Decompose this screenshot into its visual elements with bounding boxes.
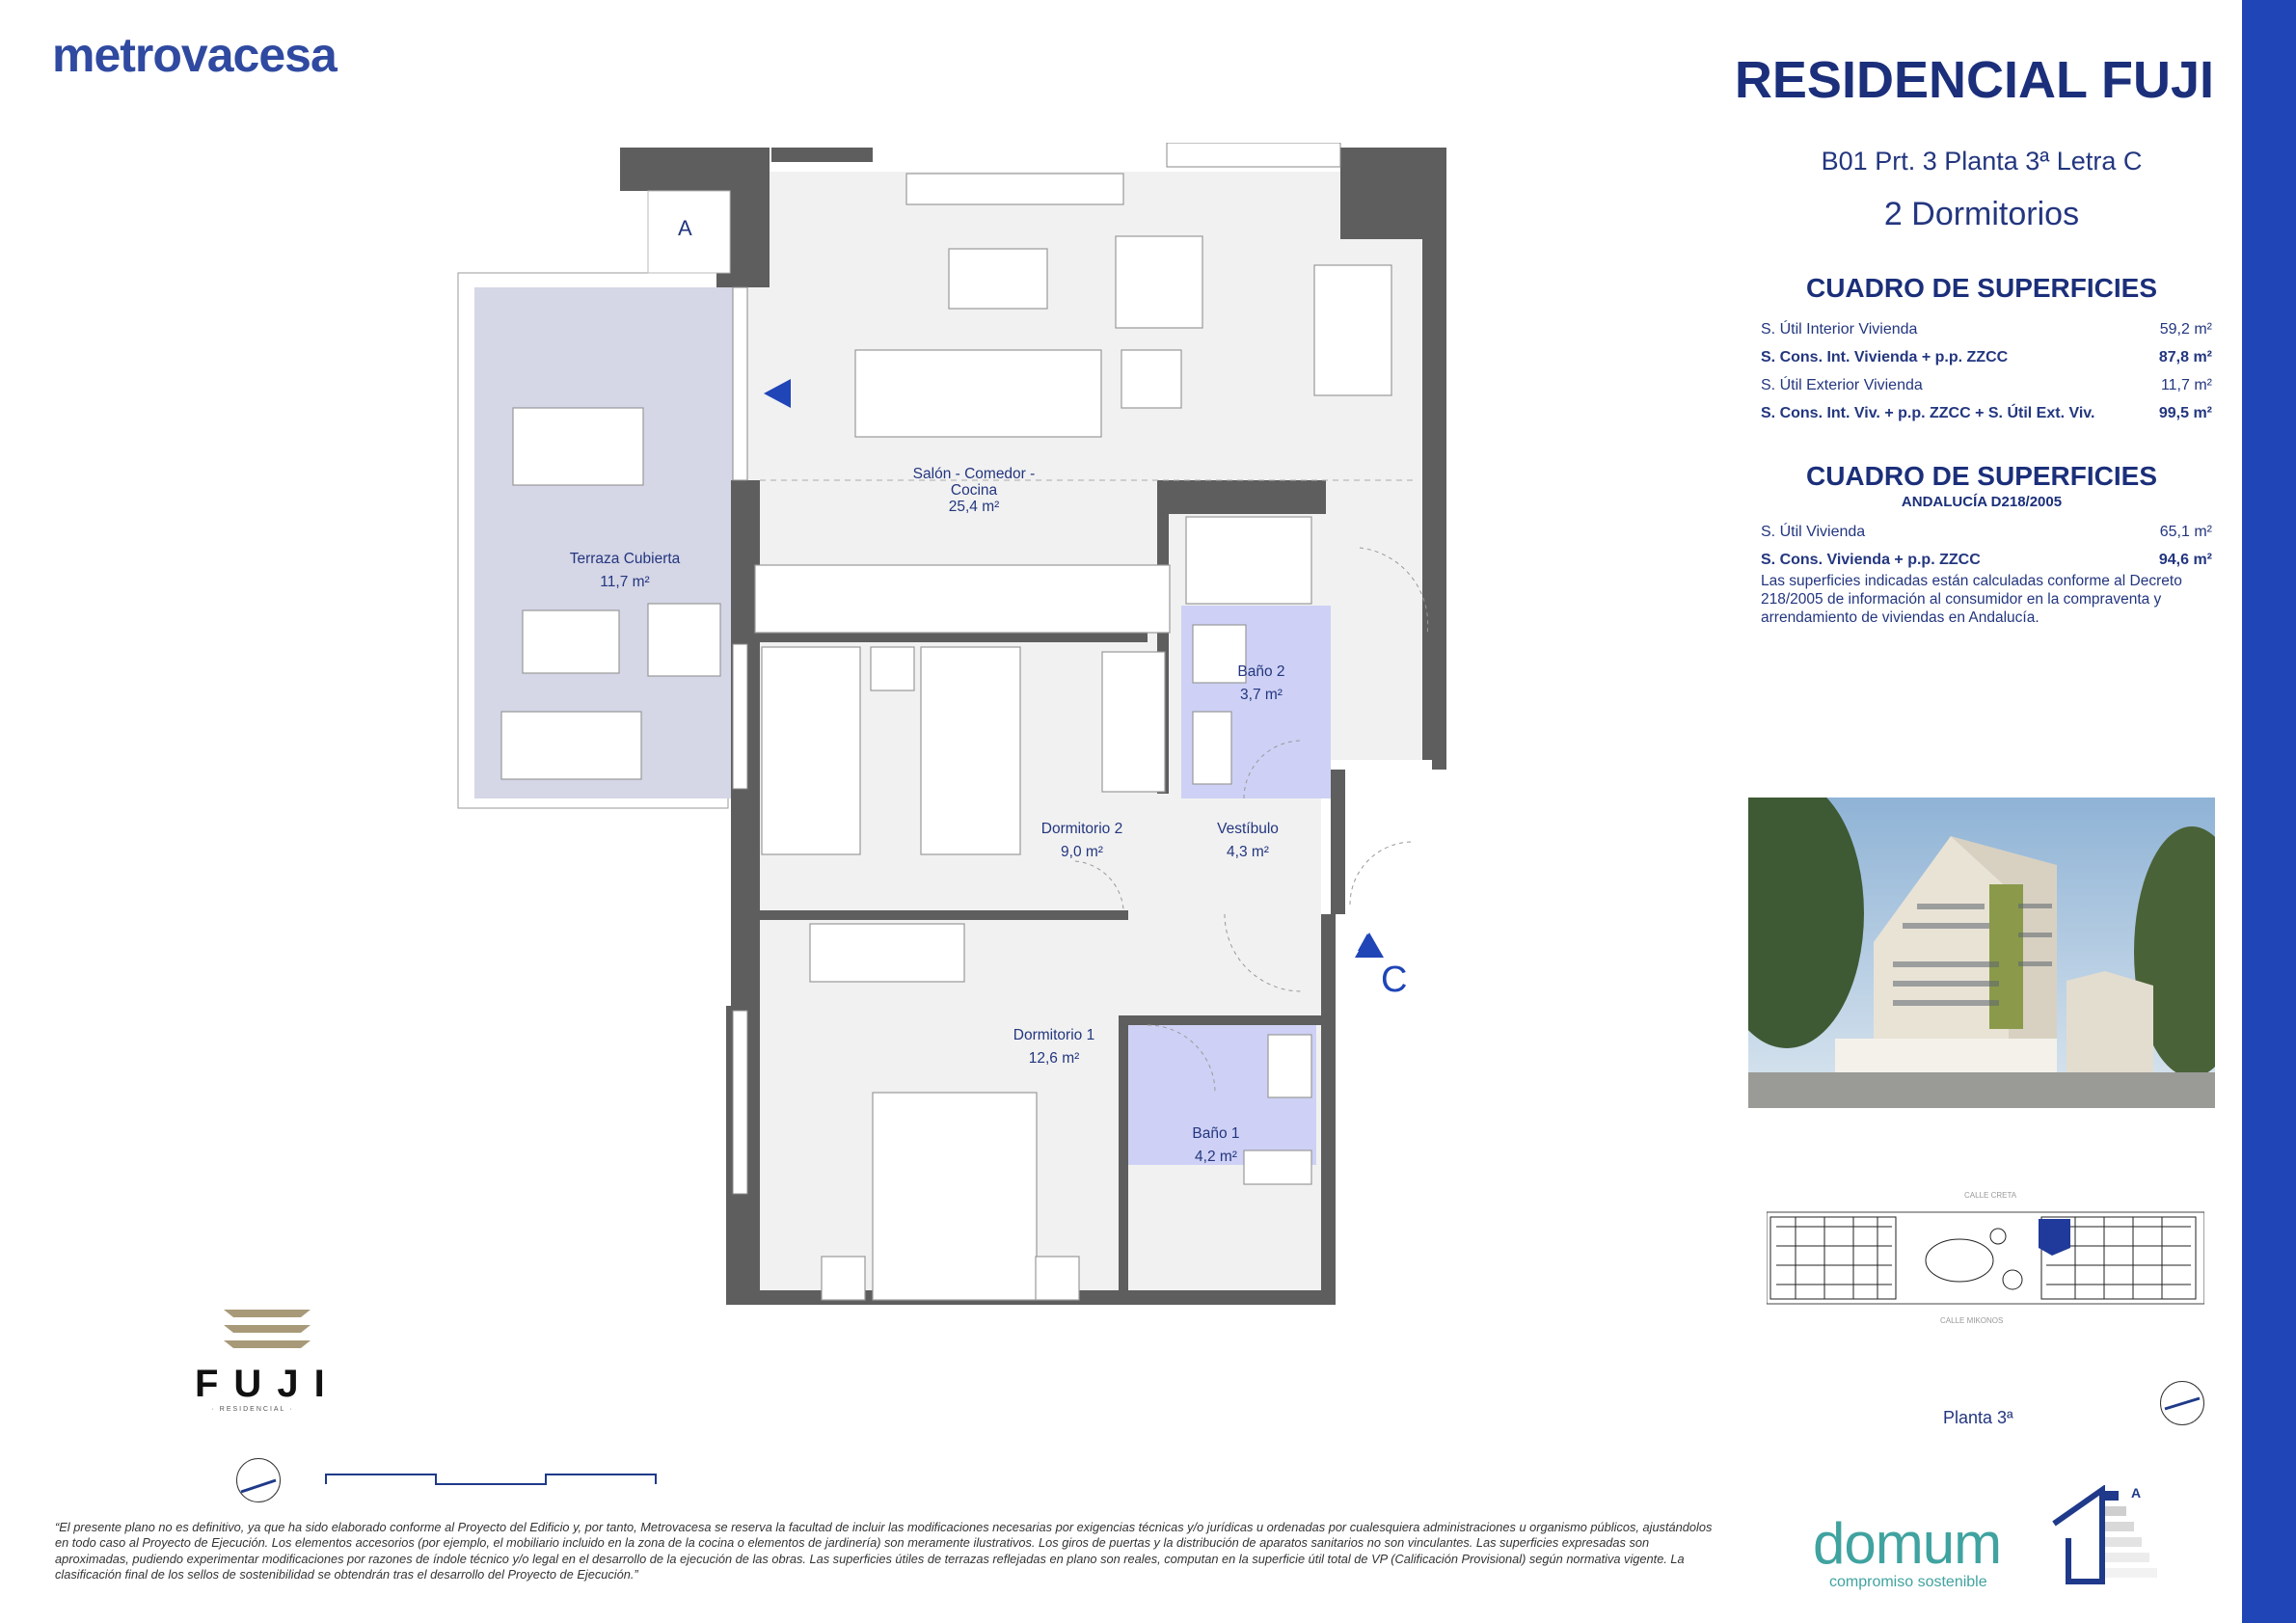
room-label-dormitorio-1 xyxy=(996,1024,1112,1070)
room-area: 12,6 m² xyxy=(1028,1050,1080,1067)
site-location-plan xyxy=(1767,1188,2204,1325)
energy-rating: A xyxy=(2131,1485,2142,1501)
room-area: 25,4 m² xyxy=(948,499,1000,515)
room-name: Cocina xyxy=(950,482,998,499)
room-area: 11,7 m² xyxy=(600,574,650,590)
fuji-logo xyxy=(195,1302,339,1427)
surface-row xyxy=(1761,349,2212,366)
unit-line: B01 Prt. 3 Planta 3ª Letra C xyxy=(1821,147,2143,176)
surface-row xyxy=(1761,377,2212,394)
surface-value: 87,8 m² xyxy=(2158,349,2212,365)
surface-value: 59,2 m² xyxy=(2159,321,2212,338)
building-render-image xyxy=(1748,798,2215,1108)
access-arrow-icon xyxy=(1355,933,1384,958)
floor-label: Planta 3ª xyxy=(1943,1408,2013,1427)
room-name: Salón - Comedor - xyxy=(912,466,1036,482)
surface-row xyxy=(1761,552,2212,569)
fuji-logo-tagline: · RESIDENCIAL · xyxy=(211,1406,294,1413)
surfaces-andalucia-title: CUADRO DE SUPERFICIES xyxy=(1805,461,2158,491)
street-top-label: CALLE CRETA xyxy=(1964,1191,2017,1200)
surface-label: S. Útil Exterior Vivienda xyxy=(1761,377,1923,393)
energy-house-icon xyxy=(2049,1485,2160,1591)
room-area: 3,7 m² xyxy=(1240,687,1283,703)
surface-label: S. Cons. Int. Vivienda + p.p. ZZCC xyxy=(1761,349,2009,365)
surfaces-andalucia-subtitle: ANDALUCÍA D218/2005 xyxy=(1901,494,2063,510)
room-name: Baño 1 xyxy=(1192,1125,1240,1142)
north-compass-icon xyxy=(2160,1381,2204,1425)
surface-label: S. Útil Vivienda xyxy=(1761,524,1866,540)
legal-disclaimer: “El presente plano no es definitivo, ya que ha sido elaborado conforme al Proyecto del Edificio y, por tanto, Metrovacesa se reserva la facultad de incluir las modificaciones necesarias por exigencias técnicas y/o jurídicas u ordenadas por cualesquiera administraciones u organismo públicos, ajustándolos en todo caso al Proyecto de Ejecución. Los elementos accesorios (por ejemplo, el mobiliario incluido en la zona de la cocina o elementos de jardinería) son meramente ilustrativos. Los giros de puertas y la distribución de aparatos sanitarios no son vinculantes. Las superficies expresadas son aproximadas, pudiendo experimentar modificaciones por razones de índole técnico y/o legal en el desarrollo de la ejecución de las obras. Las superficies útiles de terrazas reflejadas en plano son reales, computan en la superficie útil total de VP (Calificación Provisional) según normativa vigente. La clasificación final de los sellos de sostenibilidad se obtendrán tras el desarrollo del Proyecto de Ejecución.” xyxy=(55,1520,1713,1582)
side-accent-bar xyxy=(2242,0,2296,1623)
bedrooms-line: 2 Dormitorios xyxy=(1883,196,2080,232)
floor-plan xyxy=(453,143,1533,1324)
surfaces-title: CUADRO DE SUPERFICIES xyxy=(1805,273,2158,303)
fuji-logo-word: FUJI xyxy=(195,1363,340,1405)
domum-logo xyxy=(1813,1485,2160,1601)
metrovacesa-logo: metrovacesa xyxy=(52,28,337,82)
street-bottom-label: CALLE MIKONOS xyxy=(1940,1316,2004,1325)
room-area: 4,3 m² xyxy=(1227,844,1269,860)
page-title: RESIDENCIAL FUJI xyxy=(1734,51,2214,109)
room-label-bano-1 xyxy=(1158,1123,1274,1169)
room-label-bano-2 xyxy=(1203,661,1319,707)
decree-note: Las superficies indicadas están calculadas conforme al Decreto 218/2005 de información al consumidor en la compraventa y arrendamiento de viviendas en Andalucía. xyxy=(1761,573,2182,626)
room-area: 4,2 m² xyxy=(1195,1149,1237,1165)
room-name: Terraza Cubierta xyxy=(569,551,681,567)
surface-value: 65,1 m² xyxy=(2159,524,2212,540)
domum-word: domum xyxy=(1813,1511,2002,1576)
surface-row xyxy=(1761,321,2212,338)
room-label-terraza xyxy=(528,548,721,594)
surface-value: 99,5 m² xyxy=(2158,405,2212,421)
surface-row xyxy=(1761,405,2212,422)
surface-label: S. Cons. Int. Viv. + p.p. ZZCC + S. Útil Ext. Viv. xyxy=(1761,405,2095,421)
surface-label: S. Cons. Vivienda + p.p. ZZCC xyxy=(1761,552,1981,568)
room-name: Dormitorio 2 xyxy=(1040,821,1123,837)
surface-value: 94,6 m² xyxy=(2158,552,2212,568)
surface-row xyxy=(1761,524,2212,541)
surface-value: 11,7 m² xyxy=(2160,377,2212,393)
room-name: Vestíbulo xyxy=(1217,821,1279,837)
scale-bar xyxy=(324,1471,662,1490)
room-name: Dormitorio 1 xyxy=(1013,1027,1095,1043)
marker-c: C xyxy=(1381,960,1408,1000)
room-name: Baño 2 xyxy=(1237,663,1285,680)
room-label-salon-2 xyxy=(878,482,1070,515)
surface-label: S. Útil Interior Vivienda xyxy=(1761,321,1918,338)
room-label-dormitorio-2 xyxy=(1024,818,1140,864)
room-label-vestibulo xyxy=(1190,818,1306,864)
marker-a: A xyxy=(678,216,692,240)
domum-tagline: compromiso sostenible xyxy=(1829,1574,1987,1590)
plan-compass-icon xyxy=(236,1458,281,1502)
room-area: 9,0 m² xyxy=(1061,844,1103,860)
